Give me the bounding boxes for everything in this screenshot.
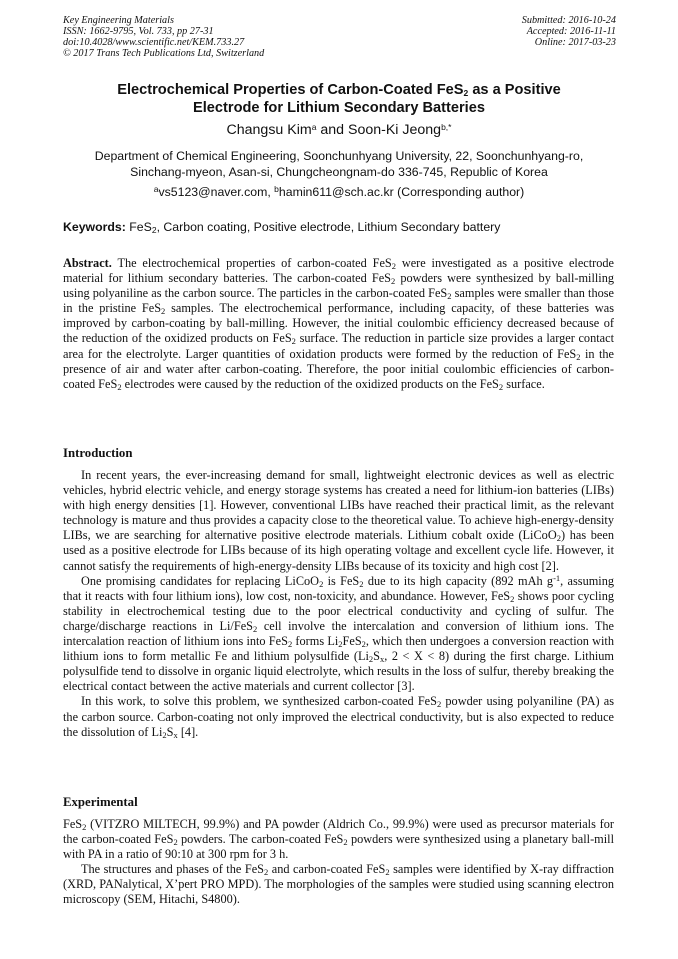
introduction-body	[63, 468, 614, 740]
paragraph: FeS$_2$ (VITZRO MILTECH, 99.9%) and PA powder (Aldrich Co., 99.9%) were used as precursor materials for the carbon-coated FeS$_2$ powders. The carbon-coated FeS$_2$ powders were synthesized using a planetary ball-mill with PA in a ratio of 90:10 at 300 rpm for 3 h.	[63, 817, 614, 862]
copyright: © 2017 Trans Tech Publications Ltd, Switzerland	[63, 48, 265, 59]
journal-name: Key Engineering Materials	[63, 15, 174, 26]
paper-title: Electrochemical Properties of Carbon-Coated FeS$_2$ as a Positive Electrode for Lithium Secondary Batteries	[117, 82, 561, 116]
doi[interactable]: doi:10.4028/www.scientific.net/KEM.733.27	[63, 37, 245, 48]
issn: ISSN: 1662-9795, Vol. 733, pp 27-31	[63, 26, 214, 37]
accepted-date: Accepted: 2016-11-11	[526, 26, 616, 37]
abstract: Abstract. The electrochemical properties of carbon-coated FeS$_2$ were investigated as a positive electrode material for lithium secondary batteries. The carbon-coated FeS$_2$ powders were synthesized by ball-milling using polyaniline as the carbon source. The particles in the carbon-coated FeS$_2$ samples were smaller than those in the pristine FeS$_2$ samples. The electrochemical performance, including capacity, of these batteries was improved by carbon-coating by ball-milling. However, the initial coulombic efficiency decreased because of the reduction of the oxidized products on FeS$_2$ surface. The reduction in particle size provides a larger contact area for the electrolyte. Larger quantities of oxidation products were formed by the reduction of FeS$_2$ in the presence of air and water after carbon-coating. Therefore, the poor initial coulombic efficiencies of carbon-coated FeS$_2$ electrodes were caused by the reduction of the oxidized products on the FeS$_2$ surface.	[63, 256, 614, 392]
section-heading-experimental: Experimental	[63, 795, 138, 809]
paragraph: In recent years, the ever-increasing demand for small, lightweight electronic devices as well as electric vehicles, hybrid electric vehicle, and energy storage systems has created a need for lithium-ion batteries (LIBs) with high energy densities [1]. However, conventional LIBs have reached their practical limit, as the relevant technology is mature and thus provides a capacity close to the theoretical value. To achieve high-energy-density LIBs, we are searching for alternative positive electrode materials. Lithium cobalt oxide (LiCoO$_2$) has been used as a positive electrode for LIBs because of its high operating voltage and excellent cycle life. However, it cannot satisfy the requirements of high-energy-density LIBs because of its toxicity and high cost [2].	[63, 468, 614, 573]
journal-meta	[63, 15, 264, 59]
author-list: Changsu Kim$^a$ and Soon-Ki Jeong$^{b,*}$	[226, 122, 452, 138]
experimental-body	[63, 817, 614, 908]
email-link[interactable]: vs5123@naver.com,	[158, 185, 275, 199]
paragraph: One promising candidates for replacing LiCoO$_2$ is FeS$_2$ due to its high capacity (892 mAh $g^{-1}$, assuming that it reacts with four lithium ions), low cost, non-toxicity, and abundance. However, FeS$_2$ shows poor cycling stability in electrochemical testing due to the poor electrical conductivity and cycling of sulfur. The charge/discharge reactions in Li/FeS$_2$ cell involve the intercalation and conversion of lithium ions. The intercalation reaction of lithium ions into FeS$_2$ forms $Li_2FeS_2$, which then undergoes a conversion reaction with lithium ions to form metallic Fe and lithium polysulfide ($Li_2S_x$, 2 < X < 8) during the first charge. Lithium polysulfide tend to dissolve in organic liquid electrolyte, which results in the loss of sulfur, thereby breaking the electrical contact between the active materials and current collector [3].	[63, 572, 614, 694]
email-link[interactable]: hamin611@sch.ac.kr (Corresponding author)	[278, 185, 525, 199]
affiliation: Department of Chemical Engineering, Soonchunhyang University, 22, Soonchunhyang-ro, Sinchang-myeon, Asan-si, Chungcheongnam-do 336-745, Republic of Korea	[94, 149, 584, 179]
abstract-label: Abstract.	[63, 256, 112, 270]
online-date: Online: 2017-03-23	[534, 37, 616, 48]
dates-meta	[522, 15, 616, 48]
author-emails: $^a$vs5123@naver.com, $^b$hamin611@sch.ac.kr (Corresponding author)	[153, 184, 525, 199]
author-name: Changsu Kim	[226, 122, 312, 138]
author-name: Soon-Ki Jeong	[347, 122, 442, 138]
section-heading-introduction: Introduction	[63, 446, 133, 460]
submitted-date: Submitted: 2016-10-24	[521, 15, 616, 26]
keywords: Keywords: FeS$_2$, Carbon coating, Positive electrode, Lithium Secondary battery	[63, 220, 501, 235]
keywords-label: Keywords:	[63, 220, 126, 234]
paragraph: In this work, to solve this problem, we synthesized carbon-coated FeS$_2$ powder using polyaniline (PA) as the carbon source. Carbon-coating not only improved the electrical conductivity, but is also expected to reduce the dissolution of $Li_2S_x$ [4].	[63, 694, 614, 740]
paragraph: The structures and phases of the FeS$_2$ and carbon-coated FeS$_2$ samples were identified by X-ray diffraction (XRD, PANalytical, X’pert PRO MPD). The morphologies of the samples were studied using scanning electron microscopy (SEM, Hitachi, S4800).	[63, 862, 614, 907]
